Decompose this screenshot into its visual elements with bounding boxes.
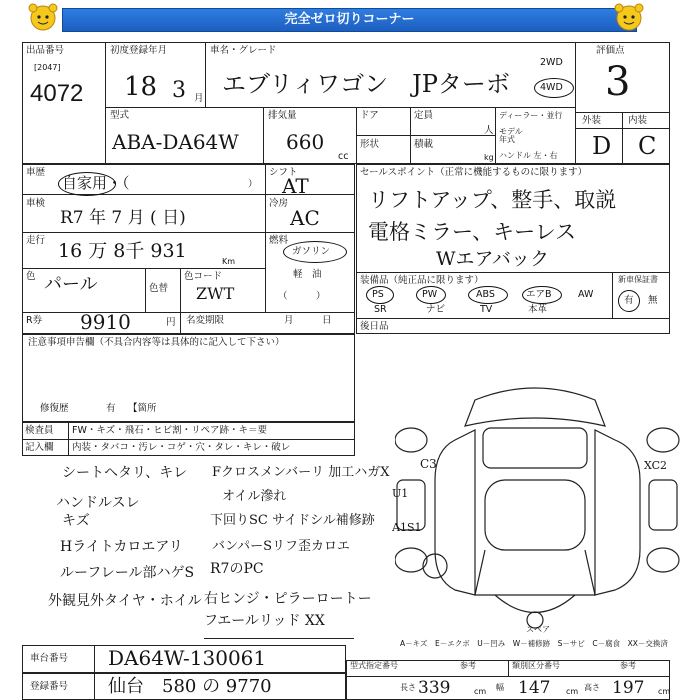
note-left-5: ルーフレール部ハゲS <box>60 565 195 581</box>
guarantee-label: 新車保証書 <box>618 275 658 284</box>
equipment-label: 装備品（純正品に限ります） <box>360 275 484 286</box>
exterior-label: 外装 <box>582 115 602 126</box>
color-change-label: 色替 <box>149 283 169 294</box>
reg-value: 仙台 580 の 9770 <box>108 676 272 697</box>
note-right-3: 下回りSC サイドシル補修跡 <box>210 513 375 528</box>
displacement-unit: cc <box>338 151 349 162</box>
recycle-unit: 円 <box>166 317 176 328</box>
note-left-4: Hライトカロエアリ <box>60 539 183 555</box>
mileage-unit: Km <box>222 257 236 266</box>
fuel-diesel: 軽 油 <box>293 269 322 280</box>
exterior-value: D <box>592 132 612 160</box>
equip-sr: SR <box>374 304 387 315</box>
fuel-label: 燃料 <box>269 235 289 246</box>
page-title: 完全ゼロ切りコーナー <box>284 12 415 27</box>
name-change-label: 名変期限 <box>186 315 225 326</box>
handle-label: ハンドル 左・右 <box>499 151 558 160</box>
note-right-1: Fクロスメンバーリ 加工ハガX <box>212 465 390 480</box>
fuel-other: （ ） <box>278 291 326 302</box>
mileage-value: 16 万 8千 931 <box>58 240 187 262</box>
equip-leather: 本革 <box>528 304 548 315</box>
reg-label: 登録番号 <box>30 681 69 692</box>
sales-line-1: リフトアップ、整手、取説 <box>368 188 617 212</box>
grade-label: 評価点 <box>596 45 625 56</box>
circle-airbag <box>522 286 562 304</box>
repair-place: 【箇所 <box>128 403 157 414</box>
height-unit: cm <box>658 687 671 696</box>
displacement-label: 排気量 <box>268 110 297 121</box>
repair-label: 修復歴 <box>40 403 69 414</box>
mileage-label: 走行 <box>26 235 46 246</box>
equip-navi: ナビ <box>426 304 446 315</box>
diagram-mark-c3: C3 <box>420 457 437 471</box>
drive-2wd: 2WD <box>540 57 563 68</box>
sales-line-3: Wエアバック <box>436 248 550 270</box>
note-left-2: ハンドルスレ <box>56 495 140 511</box>
inspector-items: FW・キズ・飛石・ヒビ割・リペア跡・キ＝要 <box>72 425 267 436</box>
history-value: 自家用・（ <box>62 174 130 192</box>
fuel-gasoline: ガソリン <box>292 246 331 257</box>
lot-number: 4072 <box>30 80 84 107</box>
interior-label: 内装 <box>628 115 648 126</box>
mascot-icon <box>26 3 60 33</box>
model-year-label: モデル年式 <box>499 127 523 144</box>
length-label: 長さ <box>400 683 416 692</box>
note-right-4: バンパーSリフ歪カロエ <box>212 539 350 554</box>
name-change-unit: 月 日 <box>284 315 332 326</box>
type-designation-ref: 参考 <box>460 661 476 670</box>
note-left-1: シートヘタリ、キレ <box>62 465 188 481</box>
mascot-icon <box>612 3 646 33</box>
width-unit: cm <box>566 687 579 696</box>
displacement-value: 660 <box>286 130 325 154</box>
chassis-label: 車台番号 <box>30 653 69 664</box>
guarantee-yes: 有 <box>624 295 634 306</box>
shift-value: AT <box>282 174 309 198</box>
color-code-value: ZWT <box>196 284 235 303</box>
shape-label: 形状 <box>360 139 380 150</box>
note-right-5: R7のPC <box>210 561 264 577</box>
equip-ps: PS <box>372 289 384 300</box>
load-unit: kg <box>484 153 494 162</box>
circle-ps <box>366 286 394 304</box>
circle-guarantee <box>618 290 640 312</box>
equip-aw: AW <box>578 289 594 300</box>
car-diagram <box>395 380 680 640</box>
interior-value: C <box>638 132 657 160</box>
model-label: 型式 <box>110 110 130 121</box>
aircon-label: 冷房 <box>269 198 289 209</box>
note-left-6: 外観見外タイヤ・ホイル <box>48 593 202 609</box>
car-name-label: 車名・グレード <box>210 45 277 56</box>
remarks-items: 内装・タバコ・汚レ・コゲ・穴・タレ・キレ・破レ <box>72 442 291 453</box>
car-name-value: エブリィワゴン JPターボ <box>222 70 510 98</box>
spare-label: スペア <box>526 625 550 634</box>
retrofit-label: 後日品 <box>360 321 389 332</box>
sales-line-2: 電格ミラー、キーレス <box>368 220 577 244</box>
aircon-value: AC <box>290 206 320 230</box>
circle-abs <box>468 286 508 304</box>
category-label: 類別区分番号 <box>512 661 560 670</box>
repair-value: 有 <box>106 403 116 414</box>
width-value: 147 <box>518 678 551 698</box>
header-banner <box>0 0 700 36</box>
doors-label: ドア <box>360 110 379 121</box>
note-left-3: キズ <box>62 513 90 529</box>
diagram-mark-u1: U1 <box>392 487 409 500</box>
drive-4wd: 4WD <box>540 82 563 93</box>
shift-label: シフト <box>269 167 298 178</box>
history-label: 車歴 <box>26 167 46 178</box>
note-right-6: 右ヒンジ・ピラーロートー <box>204 591 372 607</box>
month-unit: 月 <box>194 93 204 104</box>
underline <box>204 638 354 639</box>
history-circle <box>58 172 116 196</box>
history-close: ） <box>248 179 258 190</box>
color-code-label: 色コード <box>184 271 223 282</box>
equip-pw: PW <box>422 289 438 300</box>
lot-code: [2047] <box>34 63 61 72</box>
color-label: 色 <box>26 271 36 282</box>
diagram-mark-a1s1: A1S1 <box>392 521 422 534</box>
remarks-label: 記入欄 <box>25 442 54 453</box>
length-unit: cm <box>474 687 487 696</box>
sales-points-label: セールスポイント（正常に機能するものに限ります） <box>360 167 588 178</box>
inspection-value: R7 年 7 月 ( 日) <box>60 208 186 228</box>
model-value: ABA-DA64W <box>112 130 239 154</box>
height-label: 高さ <box>584 683 600 692</box>
chassis-value: DA64W-130061 <box>108 646 267 670</box>
recycle-value: 9910 <box>80 310 131 334</box>
first-reg-label: 初度登録年月 <box>110 45 168 56</box>
capacity-label: 定員 <box>414 110 434 121</box>
first-reg-year: 18 <box>124 72 158 102</box>
equip-airbag: エアB <box>526 289 552 300</box>
dealer-label: ディーラー・並行 <box>499 111 563 120</box>
width-label: 幅 <box>496 683 504 692</box>
recycle-label: R券 <box>26 315 43 326</box>
equip-tv: TV <box>480 304 493 315</box>
length-value: 339 <box>418 678 451 698</box>
circle-pw <box>416 286 446 304</box>
first-reg-month: 3 <box>172 78 186 103</box>
category-ref: 参考 <box>620 661 636 670</box>
height-value: 197 <box>612 678 645 698</box>
guarantee-no: 無 <box>648 295 658 306</box>
equip-abs: ABS <box>476 289 495 300</box>
inspector-label: 検査員 <box>25 425 54 436</box>
diagram-mark-xc2: XC2 <box>644 459 668 472</box>
inspection-label: 車検 <box>26 198 46 209</box>
type-designation-label: 型式指定番号 <box>350 661 398 670</box>
load-label: 積載 <box>414 139 434 150</box>
color-value: パール <box>44 274 98 295</box>
note-right-2: オイル滲れ <box>222 489 287 504</box>
notes-label: 注意事項申告欄（不具合内容等は具体的に記入して下さい） <box>28 337 285 348</box>
damage-legend: A－キズ E－エクボ U－凹み W－補修跡 S－サビ C－腐食 XX－交換済 <box>400 639 668 648</box>
grade-value: 3 <box>605 59 631 105</box>
capacity-unit: 人 <box>484 125 494 136</box>
lot-label: 出品番号 <box>26 45 65 56</box>
note-right-7: フエールリッド XX <box>204 613 325 629</box>
